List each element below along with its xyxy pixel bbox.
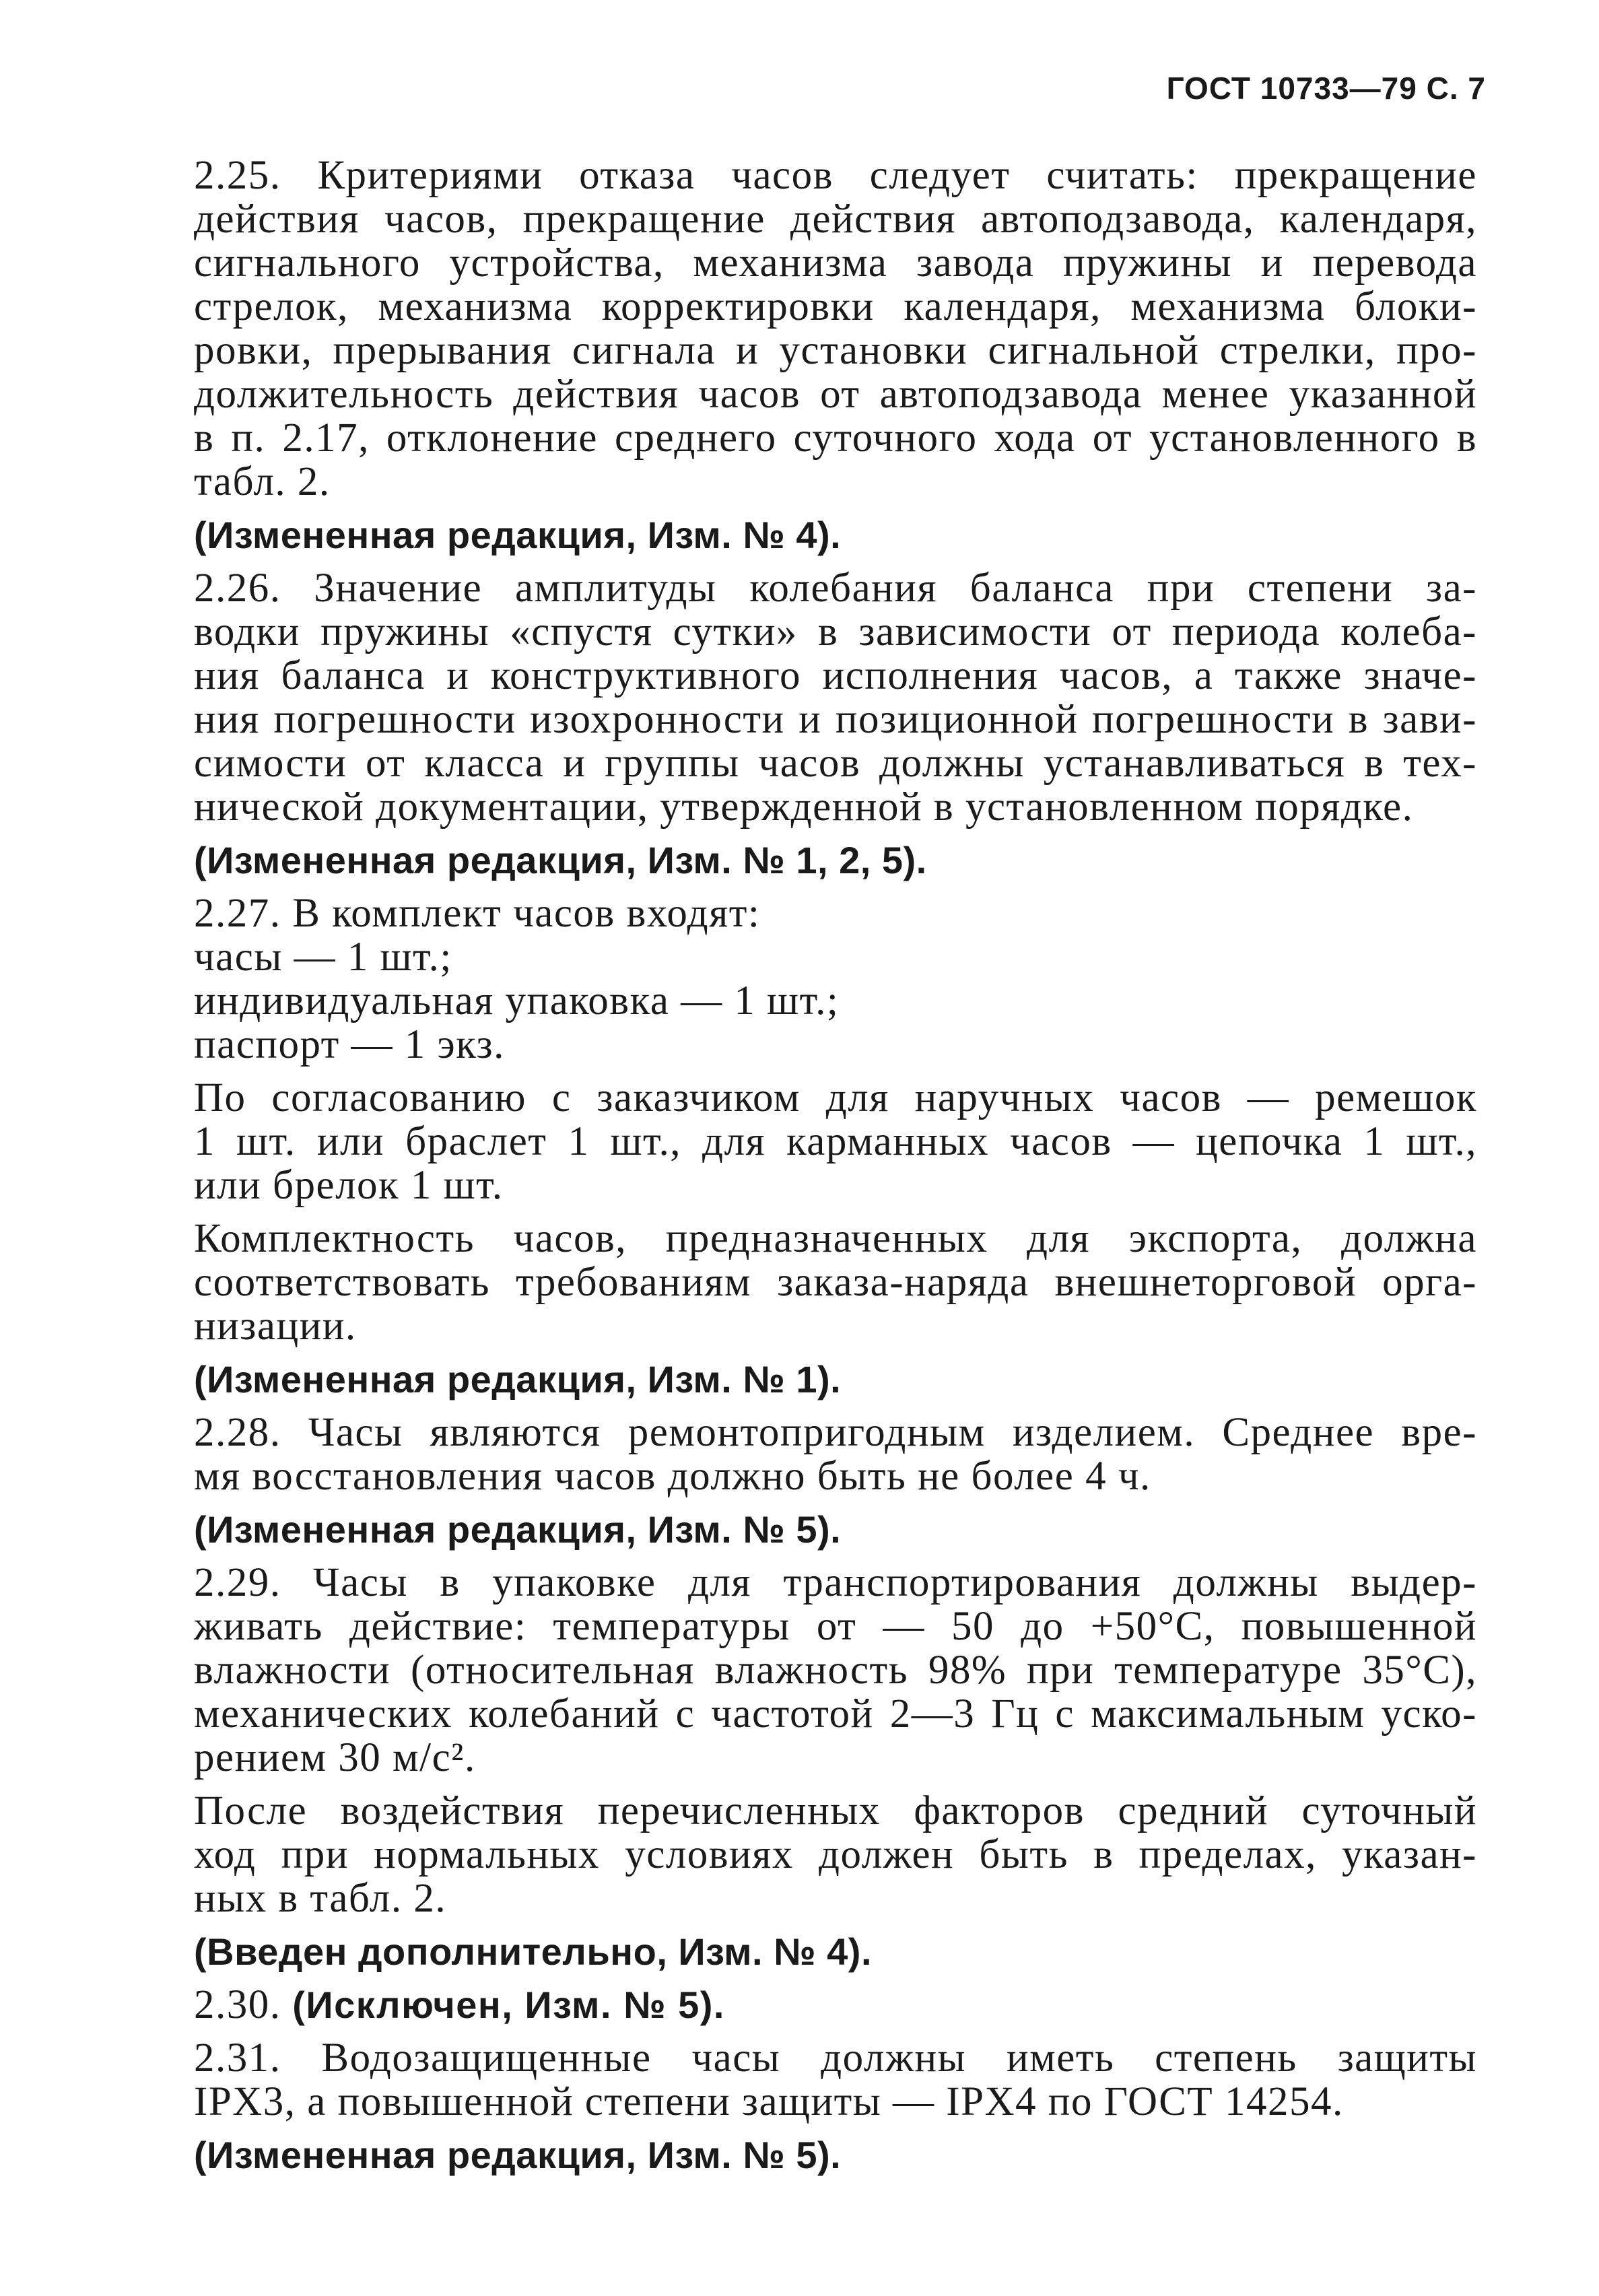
paragraph-line: IPX3, а повышенной степени защиты — IPX4 по ГОСТ 14254.	[194, 2079, 1344, 2124]
paragraph	[194, 2036, 1477, 2124]
paragraph-line: рением 30 м/с².	[194, 1735, 476, 1780]
paragraph-line: симости от класса и группы часов должны устанавливаться в тех-	[194, 741, 1477, 786]
paragraph	[194, 1789, 1477, 1920]
paragraph	[194, 1217, 1477, 1348]
paragraph-line: живать действие: температуры от — 50 до +50°С, повышенной	[194, 1604, 1477, 1649]
excluded-clause	[194, 1983, 1477, 2027]
amendment-note: (Введен дополнительно, Изм. № 4).	[194, 1930, 872, 1973]
paragraph-line: должительность действия часов от автоподзавода менее указанной	[194, 372, 1477, 417]
paragraph-line: ния погрешности изохронности и позиционной погрешности в зави-	[194, 697, 1477, 742]
paragraph-line: нической документации, утвержденной в установленном порядке.	[194, 784, 1414, 830]
paragraph-line: 2.26. Значение амплитуды колебания баланса при степени за-	[194, 566, 1477, 611]
list-item: 2.27. В комплект часов входят:	[194, 891, 761, 936]
paragraph-line: 1 шт. или браслет 1 шт., для карманных часов — цепочка 1 шт.,	[194, 1119, 1477, 1164]
paragraph-line: низации.	[194, 1304, 357, 1349]
list-item: индивидуальная упаковка — 1 шт.;	[194, 978, 840, 1023]
paragraph-line: стрелок, механизма корректировки календаря, механизма блоки-	[194, 284, 1477, 329]
amendment-note: (Измененная редакция, Изм. № 5).	[194, 1508, 842, 1551]
paragraph-line: действия часов, прекращение действия автоподзавода, календаря,	[194, 197, 1477, 242]
paragraph-line: ния баланса и конструктивного исполнения часов, а также значе-	[194, 653, 1477, 698]
amendment-note: (Измененная редакция, Изм. № 4).	[194, 514, 842, 556]
paragraph-line: По согласованию с заказчиком для наручных часов — ремешок	[194, 1075, 1477, 1120]
paragraph-line: 2.29. Часы в упаковке для транспортирования должны выдер-	[194, 1560, 1477, 1605]
paragraph	[194, 1561, 1477, 1780]
paragraph-line: влажности (относительная влажность 98% при температуре 35°С),	[194, 1648, 1477, 1693]
paragraph-line: водки пружины «спустя сутки» в зависимости от периода колеба-	[194, 609, 1477, 654]
page-header: ГОСТ 10733—79 С. 7	[1166, 71, 1486, 106]
paragraph	[194, 1076, 1477, 1207]
amendment-note: (Исключен, Изм. № 5).	[292, 1984, 725, 2026]
paragraph-line: механических колебаний с частотой 2—3 Гц с максимальным уско-	[194, 1691, 1477, 1736]
amendment-note: (Измененная редакция, Изм. № 5).	[194, 2134, 842, 2176]
paragraph	[194, 1411, 1477, 1498]
paragraph-line: в п. 2.17, отклонение среднего суточного хода от установленного в	[194, 415, 1477, 461]
clause-number: 2.30.	[194, 1982, 281, 2027]
paragraph-line: сигнального устройства, механизма завода пружины и перевода	[194, 240, 1477, 285]
paragraph-line: После воздействия перечисленных факторов средний суточный	[194, 1788, 1477, 1833]
paragraph-line: ход при нормальных условиях должен быть в пределах, указан-	[194, 1832, 1477, 1877]
amendment-note: (Измененная редакция, Изм. № 1).	[194, 1358, 842, 1400]
paragraph-line: ных в табл. 2.	[194, 1876, 447, 1921]
paragraph-line: 2.25. Критериями отказа часов следует считать: прекращение	[194, 153, 1477, 198]
paragraph	[194, 566, 1477, 829]
paragraph-line: ровки, прерывания сигнала и установки сигнальной стрелки, про-	[194, 328, 1477, 373]
paragraph-line: или брелок 1 шт.	[194, 1163, 504, 1208]
paragraph	[194, 154, 1477, 504]
paragraph-line: 2.31. Водозащищенные часы должны иметь степень защиты	[194, 2035, 1477, 2081]
list-item: часы — 1 шт.;	[194, 935, 452, 980]
document-body	[194, 154, 1477, 2186]
amendment-note: (Измененная редакция, Изм. № 1, 2, 5).	[194, 839, 927, 881]
paragraph-line: 2.28. Часы являются ремонтопригодным изделием. Среднее вре-	[194, 1410, 1477, 1455]
paragraph-line: табл. 2.	[194, 459, 331, 504]
list-item: паспорт — 1 экз.	[194, 1022, 505, 1067]
paragraph-line: Комплектность часов, предназначенных для экспорта, должна	[194, 1216, 1477, 1261]
paragraph-line: соответствовать требованиям заказа-наряда внешнеторговой орга-	[194, 1260, 1477, 1305]
paragraph-line: мя восстановления часов должно быть не более 4 ч.	[194, 1454, 1151, 1499]
